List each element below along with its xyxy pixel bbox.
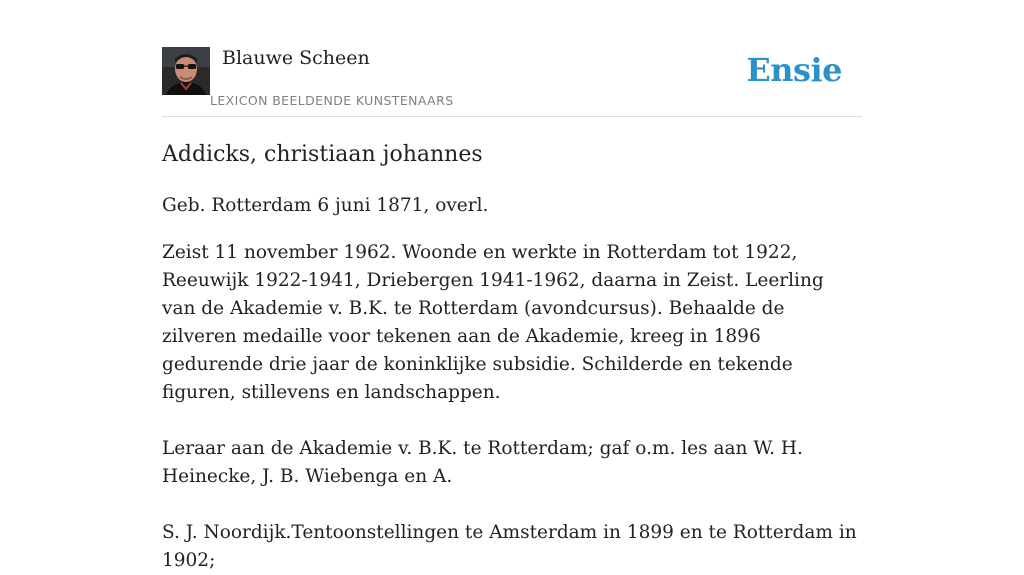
page-header: [162, 0, 862, 117]
author-name[interactable]: Blauwe Scheen: [222, 47, 370, 69]
entry-paragraph: Zeist 11 november 1962. Woonde en werkte in Rotterdam tot 1922, Reeuwijk 1922-1941, Driebergen 1941-1962, daarna in Zeist. Leerling van de Akademie v. B.K. te Rotterdam (avondcursus). Behaalde de zilveren medaille voor tekenen aan de Akademie, kreeg in 1896 gedurende drie jaar de koninklijke subsidie. Schilderde en tekende figuren, stillevens en landschappen.: [162, 242, 824, 403]
entry-title: Addicks, christiaan johannes: [162, 142, 483, 167]
entry-body: [162, 192, 862, 575]
entry-paragraph: S. J. Noordijk.Tentoonstellingen te Amsterdam in 1899 en te Rotterdam in 1902;: [162, 522, 857, 571]
user-photo-icon: [162, 47, 210, 95]
entry-paragraph: Geb. Rotterdam 6 juni 1871, overl.: [162, 195, 489, 216]
entry-paragraph: Leraar aan de Akademie v. B.K. te Rotterdam; gaf o.m. les aan W. H. Heinecke, J. B. Wiebenga en A.: [162, 438, 803, 487]
ensie-logo[interactable]: Ensie: [746, 51, 842, 89]
section-label[interactable]: LEXICON BEELDENDE KUNSTENAARS: [210, 93, 454, 108]
avatar[interactable]: [162, 47, 210, 95]
